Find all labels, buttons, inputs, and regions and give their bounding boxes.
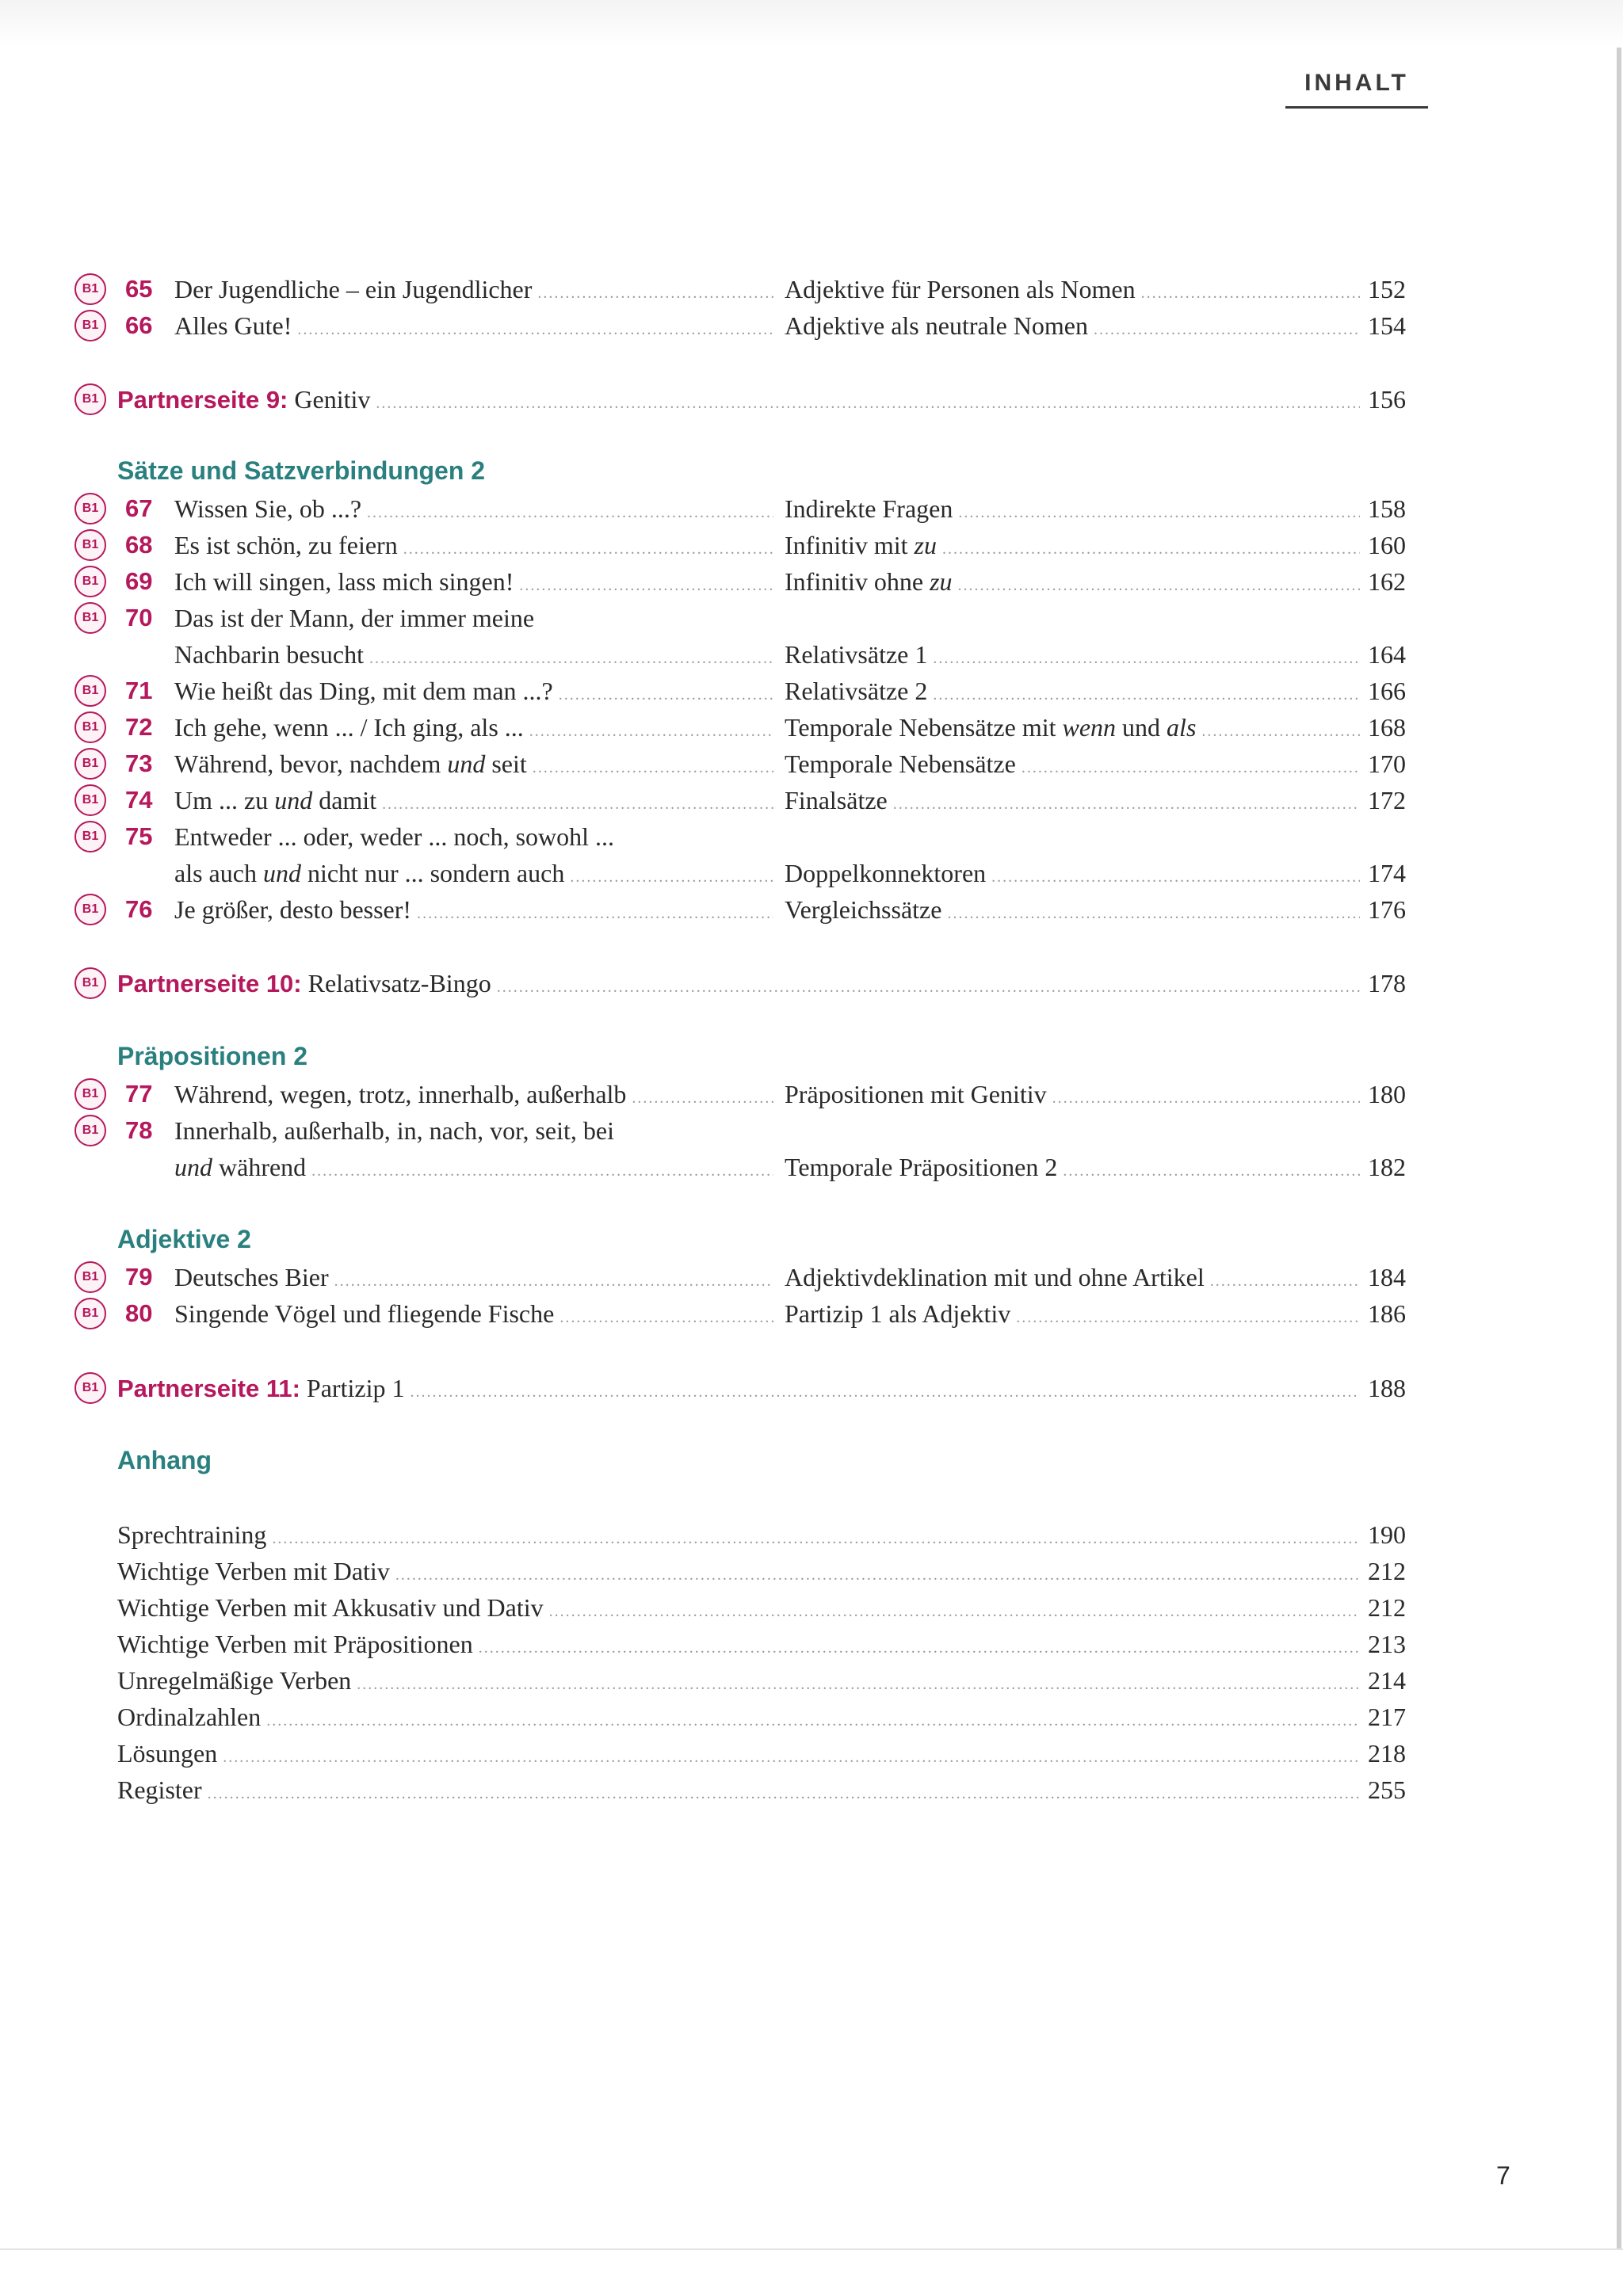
level-badge: B1 [74,602,106,634]
page-ref: 190 [1368,1520,1406,1549]
level-badge: B1 [74,529,106,561]
toc-entry[interactable] [0,527,1623,563]
unit-title: Während, wegen, trotz, innerhalb, außerhalb ..... [174,1076,773,1116]
toc-entry-continuation[interactable] [0,1149,1623,1185]
page-ref: 158 [1368,494,1406,523]
page-ref: 217 [1368,1703,1406,1731]
section-heading: Präpositionen 2 [117,1042,308,1070]
grammar-topic: Partizip 1 als Adjektiv ..... [785,1295,1360,1336]
page-ref: 214 [1368,1666,1406,1695]
toc-entry[interactable] [0,782,1623,818]
unit-number: 65 [125,275,153,303]
unit-title: Wie heißt das Ding, mit dem man ...? ..... [174,673,773,713]
grammar-topic: Infinitiv mit zu ..... [785,527,1360,567]
page-ref: 188 [1368,1374,1406,1402]
unit-number: 69 [125,567,153,595]
page-number: 7 [1496,2161,1510,2190]
toc-entry[interactable] [0,1076,1623,1112]
toc-entry[interactable] [0,563,1623,600]
partner-page-title: Partnerseite 9: Genitiv ..... [117,381,1360,421]
level-badge: B1 [74,310,106,341]
appendix-entry[interactable] [0,1589,1623,1626]
section-heading: Adjektive 2 [117,1225,251,1253]
unit-title: Alles Gute! ..... [174,307,773,348]
appendix-entry[interactable] [0,1772,1623,1808]
page-ref: 212 [1368,1557,1406,1585]
unit-title: Ich will singen, lass mich singen! ..... [174,563,773,604]
unit-title-line1: Das ist der Mann, der immer meine [174,604,535,632]
page-ref: 255 [1368,1775,1406,1804]
toc-entry[interactable] [0,818,1623,855]
unit-number: 67 [125,494,153,522]
appendix-title: Lösungen ..... [117,1735,1360,1775]
appendix-entry[interactable] [0,1699,1623,1735]
unit-title: Wissen Sie, ob ...? ..... [174,490,773,531]
unit-number: 76 [125,895,153,923]
toc-entry[interactable] [0,709,1623,746]
unit-number: 68 [125,531,153,559]
unit-number: 79 [125,1263,153,1291]
level-badge: B1 [74,566,106,597]
level-badge: B1 [74,748,106,780]
grammar-topic: Vergleichssätze ..... [785,891,1360,932]
page-ref: 176 [1368,895,1406,924]
appendix-entry[interactable] [0,1553,1623,1589]
header-underline [1285,106,1428,109]
page-ref: 154 [1368,311,1406,340]
unit-number: 70 [125,604,153,631]
appendix-entry[interactable] [0,1516,1623,1553]
toc-entry[interactable] [0,490,1623,527]
grammar-topic: Temporale Präpositionen 2 ..... [785,1149,1360,1189]
page-ref: 152 [1368,275,1406,303]
level-badge: B1 [74,1078,106,1110]
section-heading: Sätze und Satzverbindungen 2 [117,456,486,485]
unit-title: Es ist schön, zu feiern ..... [174,527,773,567]
toc-entry[interactable] [0,1295,1623,1332]
page-ref: 218 [1368,1739,1406,1768]
page-bottom-edge [0,2248,1623,2250]
grammar-topic: Adjektivdeklination mit und ohne Artikel ..... [785,1259,1360,1299]
unit-title: Während, bevor, nachdem und seit ..... [174,746,773,786]
partner-page-entry[interactable] [0,1370,1623,1406]
level-badge: B1 [74,675,106,707]
appendix-entry[interactable] [0,1662,1623,1699]
toc-entry[interactable] [0,673,1623,709]
level-badge: B1 [74,784,106,816]
unit-title: Deutsches Bier ..... [174,1259,773,1299]
level-badge: B1 [74,894,106,925]
toc-entry[interactable] [0,307,1623,344]
unit-title-line1: Entweder ... oder, weder ... noch, sowohl ... [174,822,615,851]
unit-title: Ich gehe, wenn ... / Ich ging, als ... ..... [174,709,773,749]
appendix-title: Wichtige Verben mit Präpositionen ..... [117,1626,1360,1666]
unit-title: Je größer, desto besser! ..... [174,891,773,932]
appendix-entry[interactable] [0,1626,1623,1662]
appendix-title: Wichtige Verben mit Akkusativ und Dativ ..... [117,1589,1360,1630]
level-badge: B1 [74,967,106,999]
level-badge: B1 [74,273,106,305]
grammar-topic: Infinitiv ohne zu ..... [785,563,1360,604]
grammar-topic: Adjektive als neutrale Nomen ..... [785,307,1360,348]
partner-page-title: Partnerseite 10: Relativsatz-Bingo ..... [117,965,1360,1005]
toc-entry[interactable] [0,271,1623,307]
page-ref: 156 [1368,385,1406,414]
level-badge: B1 [74,1372,106,1404]
unit-title: Singende Vögel und fliegende Fische ..... [174,1295,773,1336]
page-ref: 162 [1368,567,1406,596]
appendix-title: Sprechtraining ..... [117,1516,1360,1557]
unit-number: 73 [125,749,153,777]
appendix-title: Ordinalzahlen ..... [117,1699,1360,1739]
unit-title-line2: als auch und nicht nur ... sondern auch ..... [174,855,773,895]
page-ref: 180 [1368,1080,1406,1108]
unit-number: 78 [125,1116,153,1144]
unit-number: 75 [125,822,153,850]
page-ref: 164 [1368,640,1406,669]
section-heading: Anhang [117,1446,212,1474]
unit-number: 77 [125,1080,153,1108]
unit-title-line1: Innerhalb, außerhalb, in, nach, vor, seit, bei [174,1116,614,1145]
appendix-entry[interactable] [0,1735,1623,1772]
unit-number: 74 [125,786,153,814]
toc-entry-continuation[interactable] [0,855,1623,891]
grammar-topic: Relativsätze 2 ..... [785,673,1360,713]
unit-title-line2: Nachbarin besucht ..... [174,636,773,677]
page-ref: 168 [1368,713,1406,742]
grammar-topic: Relativsätze 1 ..... [785,636,1360,677]
level-badge: B1 [74,821,106,852]
level-badge: B1 [74,1261,106,1293]
toc-entry[interactable] [0,746,1623,782]
page-ref: 213 [1368,1630,1406,1658]
partner-page-title: Partnerseite 11: Partizip 1 ..... [117,1370,1360,1410]
level-badge: B1 [74,1298,106,1329]
appendix-title: Wichtige Verben mit Dativ ..... [117,1553,1360,1593]
toc-entry-continuation[interactable] [0,636,1623,673]
partner-page-entry[interactable] [0,965,1623,1001]
grammar-topic: Temporale Nebensätze mit wenn und als ..... [785,709,1360,749]
grammar-topic: Indirekte Fragen ..... [785,490,1360,531]
page-ref: 212 [1368,1593,1406,1622]
page-header: INHALT [1304,70,1409,96]
unit-number: 71 [125,677,153,704]
unit-title-line2: und während ..... [174,1149,773,1189]
toc-entry[interactable] [0,891,1623,928]
page-ref: 172 [1368,786,1406,814]
unit-title: Der Jugendliche – ein Jugendlicher ..... [174,271,773,311]
grammar-topic: Finalsätze ..... [785,782,1360,822]
page-ref: 170 [1368,749,1406,778]
page-ref: 186 [1368,1299,1406,1328]
partner-page-entry[interactable] [0,381,1623,418]
page-ref: 178 [1368,969,1406,997]
level-badge: B1 [74,1115,106,1146]
grammar-topic: Präpositionen mit Genitiv ..... [785,1076,1360,1116]
page-ref: 182 [1368,1153,1406,1181]
page-ref: 184 [1368,1263,1406,1291]
toc-entry[interactable] [0,1259,1623,1295]
level-badge: B1 [74,711,106,743]
toc-entry[interactable] [0,600,1623,636]
appendix-title: Register ..... [117,1772,1360,1812]
level-badge: B1 [74,383,106,415]
level-badge: B1 [74,493,106,524]
scan-top-shadow [0,0,1623,48]
page-ref: 160 [1368,531,1406,559]
unit-title: Um ... zu und damit ..... [174,782,773,822]
unit-number: 80 [125,1299,153,1327]
unit-number: 66 [125,311,153,339]
grammar-topic: Temporale Nebensätze ..... [785,746,1360,786]
grammar-topic: Adjektive für Personen als Nomen ..... [785,271,1360,311]
page-ref: 174 [1368,859,1406,887]
unit-number: 72 [125,713,153,741]
appendix-title: Unregelmäßige Verben ..... [117,1662,1360,1703]
page-ref: 166 [1368,677,1406,705]
grammar-topic: Doppelkonnektoren ..... [785,855,1360,895]
toc-entry[interactable] [0,1112,1623,1149]
